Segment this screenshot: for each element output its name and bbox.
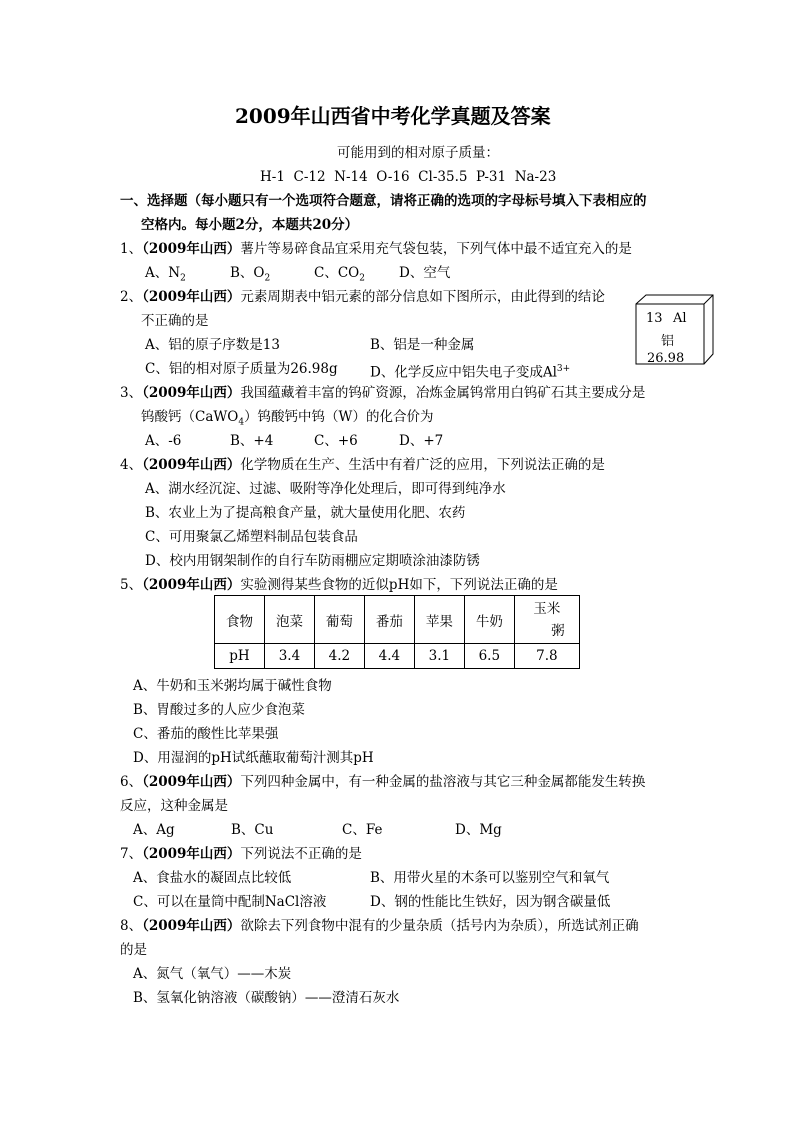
question-stem: 薯片等易碎食品宜采用充气袋包装，下列气体中最不适宜充入的是 [240, 241, 632, 257]
table-header-cell: 泡菜 [264, 596, 314, 644]
atomic-mass-heading: 可能用到的相对原子质量： [337, 145, 499, 161]
q7-option-c: C、可以在量筒中配制NaCl溶液 [133, 894, 327, 910]
question-3 [120, 385, 645, 401]
element-atomic-mass: 26.98 [647, 351, 685, 366]
question-number: 8、 [120, 918, 143, 934]
q3-option-a: A、-6 [145, 433, 182, 449]
q3-option-d: D、+7 [399, 433, 444, 449]
table-cell: 3.4 [264, 644, 314, 669]
section-heading-line2: 空格内。每小题2分，本题共20分） [141, 217, 359, 233]
element-symbol: Al [673, 311, 687, 326]
atomic-mass-values: H-1 C-12 N-14 O-16 Cl-35.5 P-31 Na-23 [260, 169, 557, 185]
question-8 [120, 918, 639, 934]
q8-option-b: B、氢氧化钠溶液（碳酸钠）——澄清石灰水 [133, 990, 400, 1006]
question-source-tag: （2009年山西） [142, 385, 241, 401]
q2-option-d: D、化学反应中铝失电子变成$Al^{3+}$ [370, 364, 571, 381]
q2-option-c: C、铝的相对原子质量为26.98g [145, 361, 338, 377]
table-cell: pH [215, 644, 265, 669]
table-row [215, 644, 580, 669]
q7-option-b: B、用带火星的木条可以鉴别空气和氧气 [370, 870, 610, 886]
q3-option-c: C、+6 [314, 433, 358, 449]
q2-option-a: A、铝的原子序数是13 [145, 337, 280, 353]
question-source-tag: （2009年山西） [142, 241, 241, 257]
q8-option-a: A、氮气（氧气）——木炭 [133, 966, 292, 982]
page-title: 2009年山西省中考化学真题及答案 [235, 104, 551, 128]
q1-option-b: B、$O_2$ [230, 265, 271, 284]
question-stem: 下列说法不正确的是 [240, 846, 362, 862]
ph-table [214, 595, 580, 669]
q4-option-d: D、校内用钢架制作的自行车防雨棚应定期喷涂油漆防锈 [145, 553, 480, 569]
question-number: 2、 [120, 289, 143, 305]
q5-option-b: B、胃酸过多的人应少食泡菜 [133, 702, 305, 718]
question-source-tag: （2009年山西） [142, 289, 241, 305]
table-header-row [215, 596, 580, 644]
question-6 [120, 774, 645, 790]
q2-option-b: B、铝是一种金属 [370, 337, 475, 353]
question-stem: 欲除去下列食物中混有的少量杂质（括号内为杂质），所选试剂正确 [240, 918, 639, 934]
table-cell: 4.4 [364, 644, 414, 669]
question-4 [120, 457, 605, 473]
question-1 [120, 241, 632, 257]
table-cell: 3.1 [414, 644, 464, 669]
element-name: 铝 [661, 334, 675, 349]
element-atomic-number: 13 [646, 311, 663, 326]
table-cell: 7.8 [514, 644, 579, 669]
q3-option-b: B、+4 [230, 433, 274, 449]
q6-option-c: C、Fe [342, 822, 383, 838]
q2-stem-line2: 不正确的是 [141, 313, 209, 329]
q6-option-d: D、Mg [455, 822, 502, 838]
question-stem: 元素周期表中铝元素的部分信息如下图所示，由此得到的结论 [240, 289, 605, 305]
table-cell: 4.2 [314, 644, 364, 669]
q5-option-a: A、牛奶和玉米粥均属于碱性食物 [133, 678, 332, 694]
question-5 [120, 577, 558, 593]
question-number: 3、 [120, 385, 143, 401]
question-number: 6、 [120, 774, 143, 790]
table-header-cell: 食物 [215, 596, 265, 644]
q1-option-a: A、$N_2$ [145, 265, 186, 284]
q7-option-a: A、食盐水的凝固点比较低 [133, 870, 292, 886]
table-header-cell: 番茄 [364, 596, 414, 644]
q7-option-d: D、钢的性能比生铁好，因为钢含碳量低 [370, 894, 611, 910]
q4-option-a: A、湖水经沉淀、过滤、吸附等净化处理后，即可得到纯净水 [145, 481, 506, 497]
question-source-tag: （2009年山西） [142, 577, 241, 593]
q1-option-c: C、$CO_2$ [314, 265, 365, 284]
question-number: 5、 [120, 577, 143, 593]
q5-option-d: D、用湿润的pH试纸蘸取葡萄汁测其pH [133, 750, 374, 766]
question-number: 7、 [120, 846, 143, 862]
q6-stem-line2: 反应，这种金属是 [120, 798, 228, 814]
q3-stem-line2: 钨酸钙（CaWO$_4$）钨酸钙中钨（W）的化合价为 [141, 409, 434, 428]
question-stem: 下列四种金属中，有一种金属的盐溶液与其它三种金属都能发生转换 [240, 774, 646, 790]
table-header-cell: 玉米 粥 [514, 596, 579, 644]
table-header-cell: 苹果 [414, 596, 464, 644]
question-stem: 化学物质在生产、生活中有着广泛的应用，下列说法正确的是 [240, 457, 605, 473]
table-header-cell: 葡萄 [314, 596, 364, 644]
q1-option-d: D、空气 [399, 265, 451, 281]
q6-option-b: B、Cu [231, 822, 274, 838]
question-number: 4、 [120, 457, 143, 473]
section-heading-line1: 一、选择题（每小题只有一个选项符合题意，请将正确的选项的字母标号填入下表相应的 [120, 193, 647, 209]
q8-stem-line2: 的是 [120, 942, 147, 958]
question-source-tag: （2009年山西） [142, 457, 241, 473]
q4-option-b: B、农业上为了提高粮食产量，就大量使用化肥、农药 [145, 505, 466, 521]
q5-option-c: C、番茄的酸性比苹果强 [133, 726, 279, 742]
question-source-tag: （2009年山西） [142, 846, 241, 862]
question-2 [120, 289, 605, 305]
table-cell: 6.5 [464, 644, 514, 669]
q6-option-a: A、Ag [133, 822, 175, 838]
question-7 [120, 846, 362, 862]
question-source-tag: （2009年山西） [142, 918, 241, 934]
question-stem: 实验测得某些食物的近似pH如下，下列说法正确的是 [240, 577, 558, 593]
q4-option-c: C、可用聚氯乙烯塑料制品包装食品 [145, 529, 358, 545]
question-source-tag: （2009年山西） [142, 774, 241, 790]
question-number: 1、 [120, 241, 143, 257]
table-header-cell: 牛奶 [464, 596, 514, 644]
question-stem: 我国蕴藏着丰富的钨矿资源，冶炼金属钨常用白钨矿石其主要成分是 [240, 385, 646, 401]
